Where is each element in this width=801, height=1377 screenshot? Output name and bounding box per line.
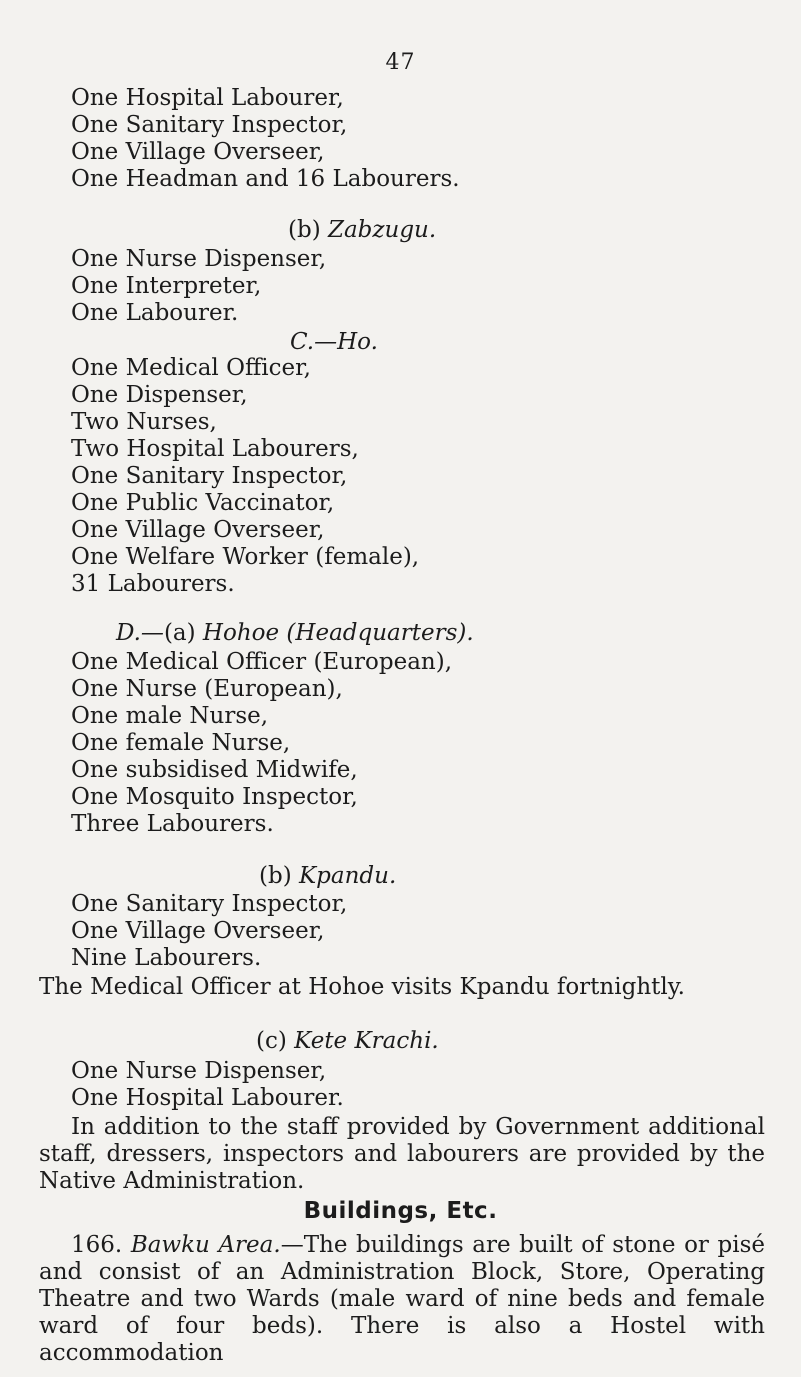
paragraph-line: and consist of an Administration Block, Store, Operating bbox=[39, 1259, 765, 1285]
staff-line: One Interpreter, bbox=[71, 273, 262, 299]
paragraph-line: Theatre and two Wards (male ward of nine beds and female bbox=[39, 1286, 765, 1312]
paragraph-line: Native Administration. bbox=[39, 1168, 305, 1194]
staff-line: One male Nurse, bbox=[71, 703, 269, 729]
buildings-heading: Buildings, Etc. bbox=[303, 1198, 498, 1224]
section-heading-ho: C.—Ho. bbox=[290, 329, 378, 355]
staff-line: One Labourer. bbox=[71, 300, 239, 326]
staff-line: 31 Labourers. bbox=[71, 571, 235, 597]
staff-line: One Sanitary Inspector, bbox=[71, 891, 348, 917]
heading-name: Zabzugu. bbox=[327, 217, 437, 243]
heading-prefix: (b) bbox=[259, 863, 292, 889]
paragraph-line: In addition to the staff provided by Government additional bbox=[71, 1114, 765, 1140]
staff-line: One Nurse Dispenser, bbox=[71, 246, 327, 272]
paragraph-line bbox=[39, 1232, 765, 1259]
heading-prefix: (a) bbox=[163, 620, 196, 646]
staff-line: One Village Overseer, bbox=[71, 139, 325, 165]
staff-line: One Medical Officer (European), bbox=[71, 649, 453, 675]
paragraph-line: staff, dressers, inspectors and labourers are provided by the bbox=[39, 1141, 765, 1167]
staff-line: One Village Overseer, bbox=[71, 918, 325, 944]
section-heading-zabzugu bbox=[288, 217, 436, 244]
staff-line: One Medical Officer, bbox=[71, 355, 311, 381]
paragraph-number: 166. bbox=[71, 1232, 123, 1258]
staff-line: One Nurse (European), bbox=[71, 676, 343, 702]
staff-line: Three Labourers. bbox=[71, 811, 274, 837]
staff-line: One Headman and 16 Labourers. bbox=[71, 166, 460, 192]
buildings-paragraph bbox=[39, 1232, 765, 1367]
heading-letter: D.— bbox=[116, 620, 164, 646]
paragraph-area: Bawku Area. bbox=[130, 1232, 281, 1258]
paragraph-line: ward of four beds). There is also a Hostel with accommodation bbox=[39, 1313, 765, 1366]
staff-line: Two Nurses, bbox=[71, 409, 217, 435]
heading-name: Kete Krachi. bbox=[294, 1028, 439, 1054]
staff-line: One Nurse Dispenser, bbox=[71, 1058, 327, 1084]
heading-subtitle: (Headquarters). bbox=[286, 620, 474, 646]
staff-line: One subsidised Midwife, bbox=[71, 757, 358, 783]
staff-line: One Sanitary Inspector, bbox=[71, 112, 348, 138]
heading-prefix: (c) bbox=[256, 1028, 287, 1054]
staff-line: One female Nurse, bbox=[71, 730, 291, 756]
staff-line: Two Hospital Labourers, bbox=[71, 436, 359, 462]
section-heading-hohoe bbox=[116, 620, 474, 647]
staff-line: One Mosquito Inspector, bbox=[71, 784, 358, 810]
staff-line: One Sanitary Inspector, bbox=[71, 463, 348, 489]
paragraph-text: —The buildings are built of stone or pisé bbox=[280, 1232, 766, 1258]
staff-line: One Public Vaccinator, bbox=[71, 490, 335, 516]
staff-line: One Welfare Worker (female), bbox=[71, 544, 420, 570]
kpandu-note: The Medical Officer at Hohoe visits Kpandu fortnightly. bbox=[39, 974, 685, 1000]
section-heading-kpandu bbox=[259, 863, 396, 890]
staff-line: One Village Overseer, bbox=[71, 517, 325, 543]
heading-name: Hohoe bbox=[202, 620, 280, 646]
staff-line: One Hospital Labourer. bbox=[71, 1085, 344, 1111]
page-number: 47 bbox=[385, 50, 416, 75]
heading-name: Kpandu. bbox=[298, 863, 397, 889]
heading-prefix: (b) bbox=[288, 217, 321, 243]
section-heading-kete-krachi bbox=[256, 1028, 439, 1055]
staff-line: Nine Labourers. bbox=[71, 945, 262, 971]
staff-line: One Hospital Labourer, bbox=[71, 85, 344, 111]
addition-paragraph bbox=[39, 1114, 765, 1195]
staff-line: One Dispenser, bbox=[71, 382, 248, 408]
